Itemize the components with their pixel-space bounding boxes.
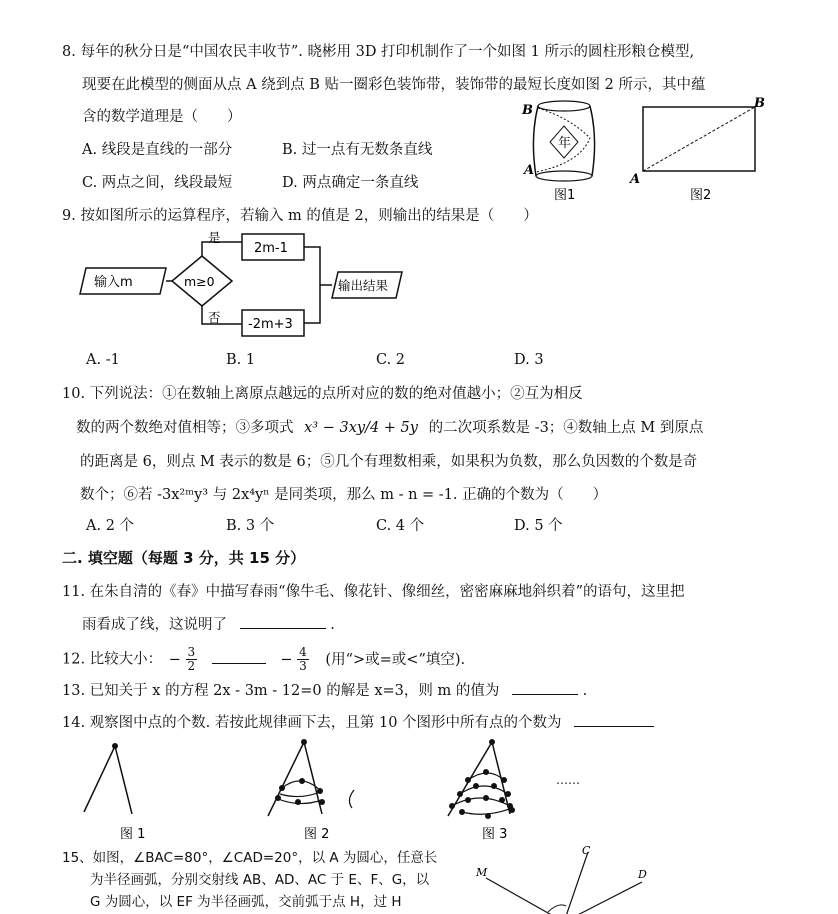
q9-flow-top-box: 2m-1 [254, 241, 288, 256]
q10-line2-start: 数的两个数绝对值相等；③多项式 [76, 420, 294, 436]
q14-answer-blank[interactable] [574, 712, 654, 727]
q9-stem: 9. 按如图所示的运算程序，若输入 m 的值是 2，则输出的结果是（ ） [62, 208, 538, 224]
q10-line2 [76, 418, 703, 438]
q9-option-b: B. 1 [226, 352, 256, 368]
q14-figure-2 [262, 736, 372, 842]
q9-flow-input: 输入m [94, 275, 133, 290]
q14-figure-1 [80, 742, 160, 842]
q14-text: 14. 观察图中点的个数. 若按此规律画下去，且第 10 个图形中所有点的个数为 [62, 715, 562, 731]
q12-line: 12. 比较大小： − $\frac{3}{2}$ − $\frac{4}{3}$ (用“>或=或<”填空). [62, 645, 466, 673]
q9-flow-condition: m≥0 [184, 274, 215, 289]
q11-line1: 11. 在朱自清的《春》中描写春雨“像牛毛、像花针、像细丝，密密麻麻地斜织着”的语句，这里把 [62, 584, 685, 600]
q15-line2: 为半径画弧，分别交射线 AB、AD、AC 于 E、F、G，以 [90, 872, 430, 888]
q10-option-b: B. 3 个 [226, 518, 275, 534]
q10-line3: 的距离是 6，则点 M 表示的数是 6；⑤几个有理数相乘，如果积为负数，那么负因数的个数是奇 [80, 454, 698, 470]
q9-flow-output: 输出结果 [338, 278, 389, 293]
q10-line4: 数个；⑥若 -3x²ᵐy³ 与 2x⁴yⁿ 是同类项，那么 m - n = -1. 正确的个数为（ ） [80, 487, 608, 503]
q11-line2 [82, 614, 335, 635]
q8-figure-1 [520, 98, 610, 208]
q14-ellipsis: …… [556, 773, 580, 787]
q15-figure-label-d: D [638, 868, 647, 881]
q8-figure-2 [628, 95, 773, 207]
q8-figure-1-char: 年 [558, 136, 572, 151]
q8-option-a: A. 线段是直线的一部分 [82, 142, 233, 158]
q12-fraction-1-num: 3 [187, 645, 196, 659]
q9-option-d: D. 3 [514, 352, 544, 368]
q8-figure-1-point-a: A [524, 163, 535, 178]
q13-text: 13. 已知关于 x 的方程 2x - 3m - 12=0 的解是 x=3，则 m 的值为 [62, 683, 500, 699]
q14-figure-3 [440, 736, 550, 842]
q8-option-c: C. 两点之间，线段最短 [82, 175, 233, 191]
q8-figure-2-caption: 图2 [690, 188, 712, 203]
q14-figure-3-caption: 图 3 [482, 827, 508, 842]
q14-line [62, 712, 654, 733]
q8-line2: 现要在此模型的侧面从点 A 绕到点 B 贴一圈彩色装饰带，装饰带的最短长度如图 2 所示，其中蕴 [82, 77, 706, 93]
q10-option-a: A. 2 个 [86, 518, 135, 534]
section-2-heading: 二. 填空题（每题 3 分，共 15 分） [62, 549, 306, 567]
q12-fraction-2 [297, 646, 309, 673]
q14-figure-2-caption: 图 2 [304, 827, 330, 842]
q9-flow-bottom-box: -2m+3 [248, 317, 293, 332]
q12-fraction-2-num: 4 [299, 645, 307, 659]
q15-figure [470, 842, 680, 914]
q15-figure-label-c: C [582, 844, 591, 857]
q8-option-b: B. 过一点有无数条直线 [282, 142, 433, 158]
q12-prefix: 12. 比较大小： [62, 651, 163, 668]
q9-option-c: C. 2 [376, 352, 406, 368]
q13-end: . [582, 683, 588, 699]
q12-fraction-2-den: 3 [299, 659, 307, 673]
q8-option-d: D. 两点确定一条直线 [282, 175, 419, 191]
q10-line1: 10. 下列说法：①在数轴上离原点越远的点所对应的数的绝对值越小；②互为相反 [62, 386, 583, 402]
q9-option-a: A. -1 [86, 352, 120, 368]
q9-flow-yes: 是 [208, 230, 221, 245]
q12-fraction-1-den: 2 [187, 659, 196, 673]
q8-line1: 8. 每年的秋分日是“中国农民丰收节”. 晓彬用 3D 打印机制作了一个如图 1 所示的圆柱形粮仓模型, [62, 44, 695, 60]
q9-flow-no: 否 [208, 310, 221, 325]
q15-line1: 15、如图，∠BAC=80°，∠CAD=20°，以 A 为圆心，任意长 [62, 850, 438, 866]
q9-flowchart [80, 232, 410, 342]
q8-figure-1-caption: 图1 [554, 188, 576, 203]
q8-figure-2-point-b: B [754, 96, 765, 111]
q14-figure-1-caption: 图 1 [120, 827, 146, 842]
q11-line2-text: 雨看成了线，这说明了 [82, 617, 227, 633]
q10-line2-end: 的二次项系数是 -3；④数轴上点 M 到原点 [428, 420, 704, 436]
q8-figure-1-point-b: B [522, 103, 533, 118]
q11-line2-end: . [330, 617, 335, 633]
q11-answer-blank[interactable] [240, 614, 326, 629]
q8-figure-2-point-a: A [630, 172, 641, 187]
q15-line3: G 为圆心，以 EF 为半径画弧，交前弧于点 H，过 H [90, 894, 402, 910]
q10-option-c: C. 4 个 [376, 518, 425, 534]
q8-line3: 含的数学道理是（ ） [82, 109, 242, 125]
q10-polynomial: x³ − 3xy/4 + 5y [304, 420, 418, 436]
q13-line [62, 680, 587, 701]
q12-fraction-1 [186, 646, 198, 673]
q12-answer-blank[interactable] [212, 649, 266, 664]
q12-suffix: (用“>或=或<”填空). [325, 651, 466, 668]
q10-option-d: D. 5 个 [514, 518, 563, 534]
q15-figure-label-m: M [476, 866, 488, 879]
q13-answer-blank[interactable] [512, 680, 578, 695]
